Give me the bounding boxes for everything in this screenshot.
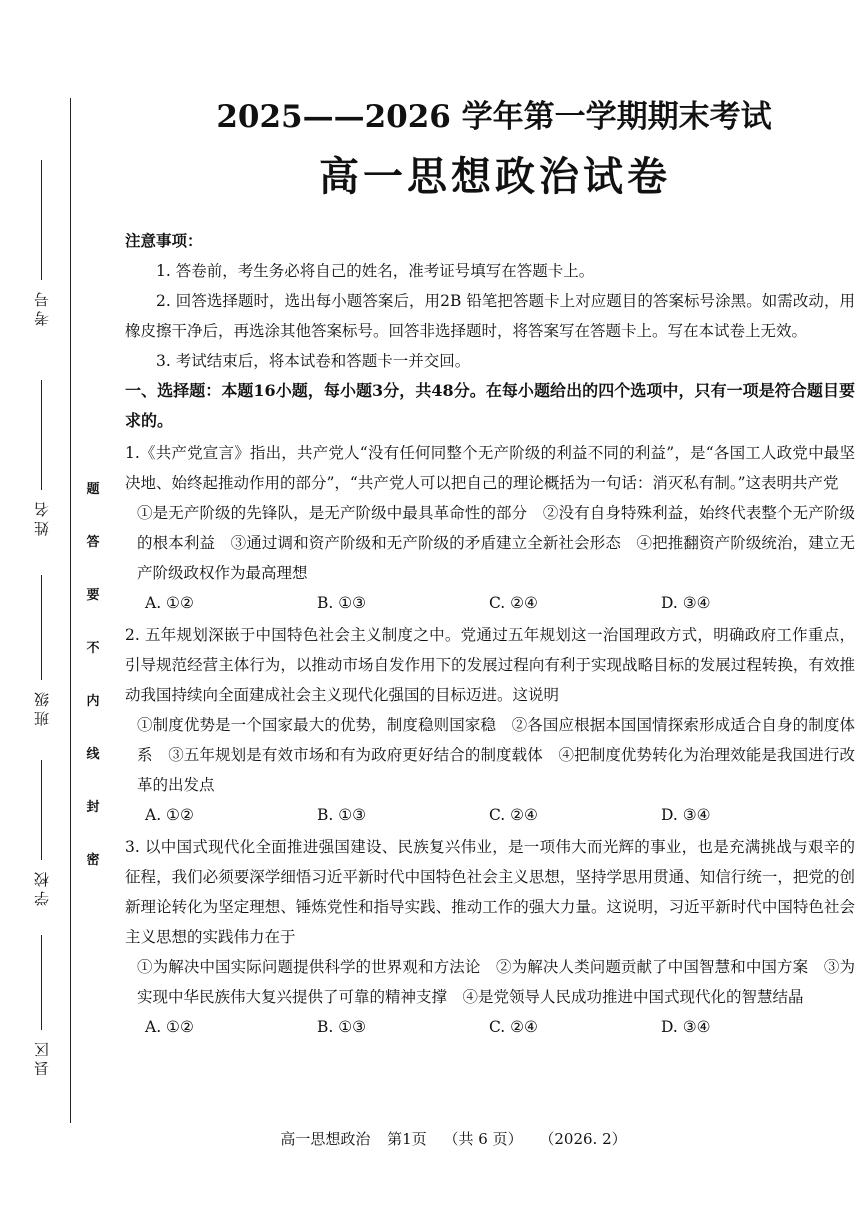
notice-item: 3. 考试结束后，将本试卷和答题卡一并交回。 bbox=[156, 352, 471, 370]
county-label: 县区 bbox=[32, 1038, 51, 1076]
school-label: 学校 bbox=[32, 868, 51, 906]
exam-number-label: 考号 bbox=[32, 288, 51, 326]
seal-char: 要 bbox=[86, 588, 100, 603]
seal-char: 线 bbox=[86, 747, 100, 762]
option-b[interactable]: B. ①③ bbox=[317, 594, 367, 612]
question-options bbox=[125, 588, 855, 618]
notice-item: 1. 答卷前，考生务必将自己的姓名，准考证号填写在答题卡上。 bbox=[156, 262, 595, 280]
notice-heading: 注意事项： bbox=[125, 231, 203, 250]
question-stem: 3. 以中国式现代化全面推进强国建设、民族复兴伟业，是一项伟大而光辉的事业，也是充满挑战与艰辛的征程，我们必须要深学细悟习近平新时代中国特色社会主义思想，坚持学思用贯通、知信行统一，把党的创新理论转化为坚定理想、锤炼党性和指导实践、推动工作的强大力量。这说明，习近平新时代中国特色社会主义思想的实践伟力在于 bbox=[125, 838, 855, 946]
option-a[interactable]: A. ①② bbox=[145, 594, 194, 612]
option-d[interactable]: D. ③④ bbox=[661, 1018, 711, 1036]
footer-date: （2026. 2） bbox=[539, 1130, 627, 1148]
option-b[interactable]: B. ①③ bbox=[317, 1018, 367, 1036]
notice-item: 2. 回答选择题时，选出每小题答案后，用2B 铅笔把答题卡上对应题目的答案标号涂黑。如需改动，用橡皮擦干净后，再选涂其他答案标号。回答非选择题时，将答案写在答题卡上。写在本试卷上无效。 bbox=[125, 292, 855, 340]
seal-char: 内 bbox=[86, 694, 100, 709]
section-heading: 一、选择题：本题16小题，每小题3分，共48分。在每小题给出的四个选项中，只有一项是符合题目要求的。 bbox=[125, 381, 855, 430]
seal-char: 答 bbox=[86, 535, 100, 550]
exam-number-field[interactable] bbox=[30, 160, 52, 326]
exam-title: 2025——2026 学年第一学期期末考试 bbox=[216, 99, 772, 135]
option-c[interactable]: C. ②④ bbox=[489, 806, 538, 824]
footer-page: 第1页 bbox=[387, 1130, 427, 1148]
option-a[interactable]: A. ①② bbox=[145, 1018, 194, 1036]
binding-line bbox=[70, 98, 71, 1123]
seal-char: 封 bbox=[86, 800, 100, 815]
binding-margin bbox=[0, 0, 118, 1227]
seal-char: 不 bbox=[86, 641, 100, 656]
exam-body bbox=[125, 95, 855, 1042]
school-field[interactable] bbox=[30, 760, 52, 906]
option-b[interactable]: B. ①③ bbox=[317, 806, 367, 824]
question-stem: 2. 五年规划深嵌于中国特色社会主义制度之中。党通过五年规划这一治国理政方式，明确政府工作重点，引导规范经营主体行为，以推动市场自发作用下的发展过程向有利于实现战略目标的发展过程转换，有效推动我国持续向全面建成社会主义现代化强国的目标迈进。这说明 bbox=[125, 626, 855, 704]
question-statements: ①是无产阶级的先锋队，是无产阶级中最具革命性的部分 ②没有自身特殊利益，始终代表整个无产阶级的根本利益 ③通过调和资产阶级和无产阶级的矛盾建立全新社会形态 ④把推翻资产阶级统治，建立无产阶级政权作为最高理想 bbox=[137, 504, 855, 582]
class-label: 班级 bbox=[32, 688, 51, 726]
question-2 bbox=[125, 620, 855, 830]
page-footer bbox=[0, 1128, 867, 1149]
question-statements: ①制度优势是一个国家最大的优势，制度稳则国家稳 ②各国应根据本国国情探索形成适合自身的制度体系 ③五年规划是有效市场和有为政府更好结合的制度载体 ④把制度优势转化为治理效能是我国进行改革的出发点 bbox=[137, 716, 855, 794]
seal-line-notice bbox=[83, 478, 103, 868]
question-statements: ①为解决中国实际问题提供科学的世界观和方法论 ②为解决人类问题贡献了中国智慧和中国方案 ③为实现中华民族伟大复兴提供了可靠的精神支撑 ④是党领导人民成功推进中国式现代化的智慧结晶 bbox=[137, 958, 855, 1006]
option-d[interactable]: D. ③④ bbox=[661, 806, 711, 824]
question-3 bbox=[125, 832, 855, 1042]
option-d[interactable]: D. ③④ bbox=[661, 594, 711, 612]
county-field[interactable] bbox=[30, 935, 52, 1076]
question-stem: 1.《共产党宣言》指出，共产党人“没有任何同整个无产阶级的利益不同的利益”，是“各国工人政党中最坚决地、始终起推动作用的部分”，“共产党人可以把自己的理论概括为一句话：消灭私有制。”这表明共产党 bbox=[125, 444, 855, 492]
footer-total: （共 6 页） bbox=[443, 1130, 523, 1148]
seal-char: 题 bbox=[86, 482, 100, 497]
question-options bbox=[125, 1012, 855, 1042]
exam-subtitle: 高一思想政治试卷 bbox=[319, 153, 671, 200]
name-field[interactable] bbox=[30, 380, 52, 536]
name-label: 姓名 bbox=[32, 498, 51, 536]
option-c[interactable]: C. ②④ bbox=[489, 594, 538, 612]
question-1 bbox=[125, 438, 855, 618]
footer-subject: 高一思想政治 bbox=[280, 1130, 371, 1148]
class-field[interactable] bbox=[30, 575, 52, 726]
option-a[interactable]: A. ①② bbox=[145, 806, 194, 824]
option-c[interactable]: C. ②④ bbox=[489, 1018, 538, 1036]
question-options bbox=[125, 800, 855, 830]
seal-char: 密 bbox=[86, 853, 100, 868]
